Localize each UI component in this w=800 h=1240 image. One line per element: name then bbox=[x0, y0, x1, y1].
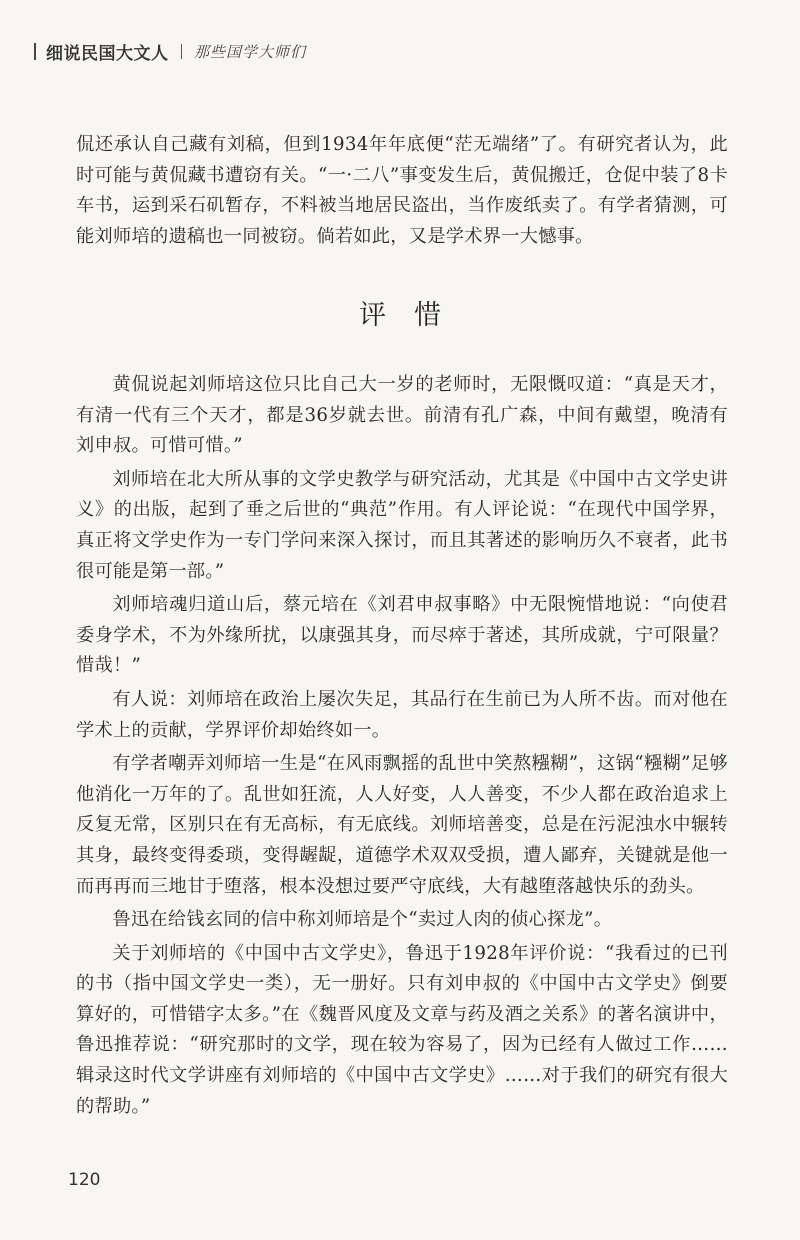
running-header bbox=[34, 38, 306, 64]
paragraph-2: 刘师培在北大所从事的文学史教学与研究活动，尤其是《中国中古文学史讲义》的出版，起到了垂之后世的“典范”作用。有人评论说：“在现代中国学界，真正将文学史作为一专门学问来深入探讨，而且其著述的影响历久不衰者，此书很可能是第一部。” bbox=[76, 468, 728, 582]
paragraph-5: 有学者嘲弄刘师培一生是“在风雨飘摇的乱世中笑熬糨糊”，这锅“糨糊”足够他消化一万年的了。乱世如狂流，人人好变，人人善变，不少人都在政治追求上反复无常，区别只在有无高标，有无底线。刘师培善变，总是在污泥浊水中辗转其身，最终变得委琐，变得龌龊，道德学术双双受损，遭人鄙弃，关键就是他一而再再而三地甘于堕落，根本没想过要严守底线，大有越堕落越快乐的劲头。 bbox=[76, 753, 728, 897]
body-text bbox=[76, 370, 728, 1125]
header-separator bbox=[181, 44, 183, 59]
paragraph-4: 有人说：刘师培在政治上屡次失足，其品行在生前已为人所不齿。而对他在学术上的贡献，学界评价却始终如一。 bbox=[76, 688, 728, 741]
page-number: 120 bbox=[68, 1170, 101, 1190]
paragraph-6: 鲁迅在给钱玄同的信中称刘师培是个“卖过人肉的侦心探龙”。 bbox=[112, 909, 613, 931]
paragraph-7: 关于刘师培的《中国中古文学史》，鲁迅于1928年评价说：“我看过的已刊的书（指中国文学史一类），无一册好。只有刘申叔的《中国中古文学史》倒要算好的，可惜错字太多。”在《魏晋风度及文章与药及酒之关系》的著名演讲中，鲁迅推荐说：“研究那时的文学，现在较为容易了，因为已经有人做过工作……辑录这时代文学讲座有刘师培的《中国中古文学史》……对于我们的研究有很大的帮助。” bbox=[76, 942, 728, 1117]
paragraph-3: 刘师培魂归道山后，蔡元培在《刘君申叔事略》中无限惋惜地说：“向使君委身学术，不为外缘所扰，以康强其身，而尽瘁于著述，其所成就，宁可限量？惜哉！” bbox=[76, 594, 728, 677]
header-rule bbox=[34, 43, 36, 60]
intro-text bbox=[76, 130, 728, 252]
header-subtitle: 那些国学大师们 bbox=[194, 42, 307, 61]
intro-paragraph: 侃还承认自己藏有刘稿，但到1934年年底便“茫无端绪”了。有研究者认为，此时可能与黄侃藏书遭窃有关。“一·二八”事变发生后，黄侃搬迁，仓促中装了8卡车书，运到采石矶暂存，不料被当地居民盗出，当作废纸卖了。有学者猜测，可能刘师培的遗稿也一同被窃。倘若如此，又是学术界一大憾事。 bbox=[76, 134, 728, 247]
section-title: 评惜 bbox=[359, 300, 469, 331]
header-series-title: 细说民国大文人 bbox=[46, 43, 169, 64]
paragraph-1: 黄侃说起刘师培这位只比自己大一岁的老师时，无限慨叹道：“真是天才，有清一代有三个天才，都是36岁就去世。前清有孔广森，中间有戴望，晚清有刘申叔。可惜可惜。” bbox=[76, 374, 728, 457]
